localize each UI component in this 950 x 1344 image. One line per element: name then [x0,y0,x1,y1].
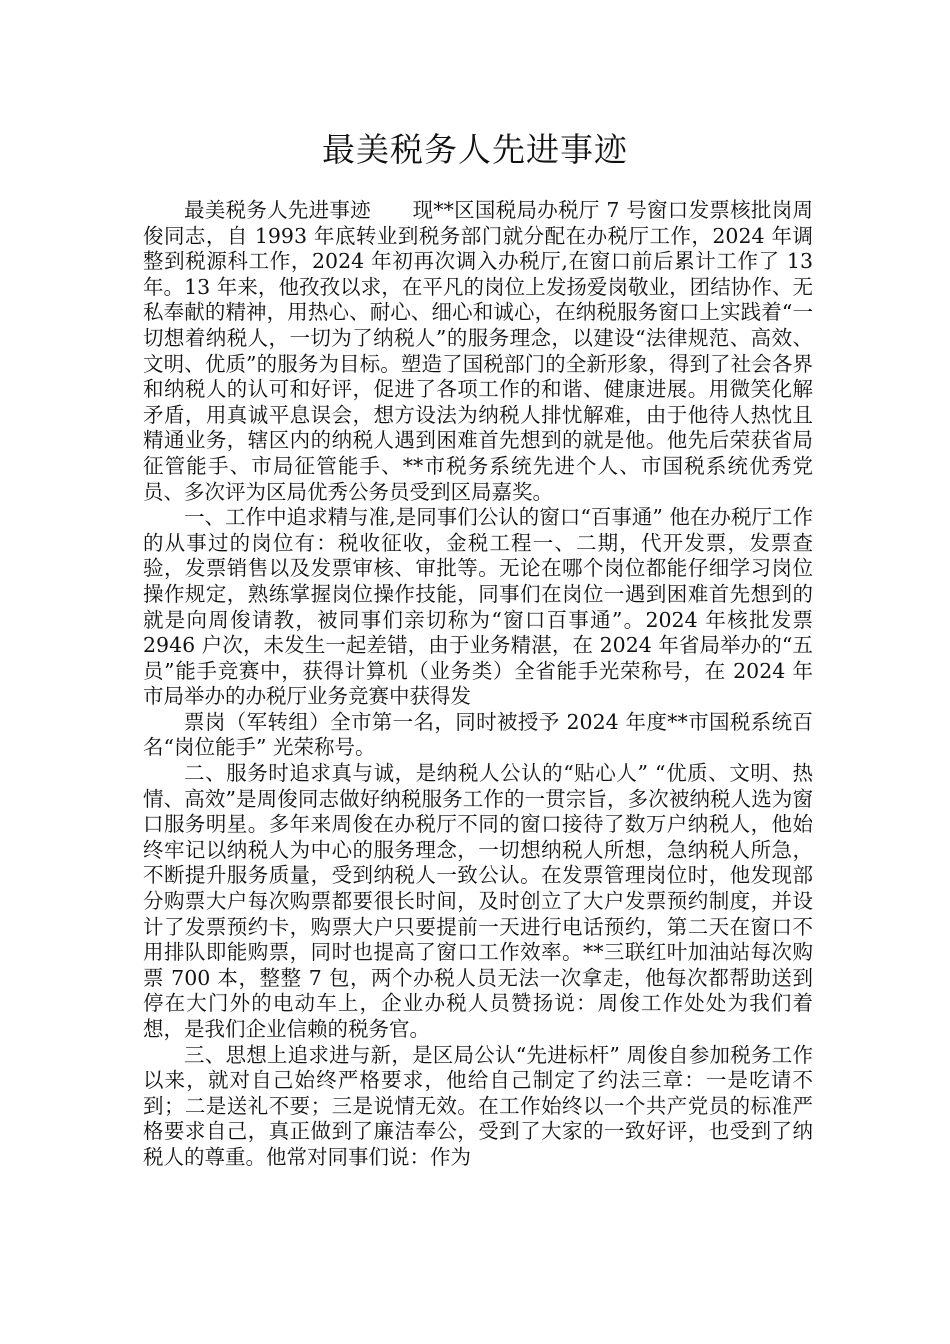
document-title: 最美税务人先进事迹 [322,130,628,169]
section-one-continuation-paragraph: 票岗（军转组）全市第一名，同时被授予 2024 年度**市国税系统百名“岗位能手” 光荣称号。 [143,709,813,760]
document-body [143,198,813,1171]
intro-paragraph: 最美税务人先进事迹 现**区国税局办税厅 7 号窗口发票核批岗周俊同志，自 1993 年底转业到税务部门就分配在办税厅工作，2024 年调整到税源科工作，2024 年初再次调入办税厅,在窗口前后累计工作了 13 年。13 年来，他孜孜以求，在平凡的岗位上发扬爱岗敬业，团结协作、无私奉献的精神，用热心、耐心、细心和诚心，在纳税服务窗口上实践着“一切想着纳税人，一切为了纳税人”的服务理念，以建设“法律规范、高效、文明、优质”的服务为目标。塑造了国税部门的全新形象，得到了社会各界和纳税人的认可和好评，促进了各项工作的和谐、健康进展。用微笑化解矛盾，用真诚平息误会，想方设法为纳税人排忧解难，由于他待人热忱且精通业务，辖区内的纳税人遇到困难首先想到的就是他。他先后荣获省局征管能手、市局征管能手、**市税务系统先进个人、市国税系统优秀党员、多次评为区局优秀公务员受到区局嘉奖。 [143,198,813,504]
section-three-paragraph: 三、思想上追求进与新，是区局公认“先进标杆” 周俊自参加税务工作以来，就对自己始终严格要求，他给自己制定了约法三章：一是吃请不到；二是送礼不要；三是说情无效。在工作始终以一个共产党员的标准严格要求自己，真正做到了廉洁奉公，受到了大家的一致好评，也受到了纳税人的尊重。他常对同事们说：作为 [143,1042,813,1169]
section-one-paragraph: 一、工作中追求精与准,是同事们公认的窗口“百事通” 他在办税厅工作的从事过的岗位有：税收征收，金税工程一、二期，代开发票，发票查验，发票销售以及发票审核、审批等。无论在哪个岗位都能仔细学习岗位操作规定，熟练掌握岗位操作技能，同事们在岗位一遇到困难首先想到的就是向周俊请教，被同事们亲切称为“窗口百事通”。2024 年核批发票 2946 户次，未发生一起差错，由于业务精湛，在 2024 年省局举办的“五员”能手竞赛中，获得计算机（业务类）全省能手光荣称号，在 2024 年市局举办的办税厅业务竞赛中获得发 [143,505,813,709]
section-two-paragraph: 二、服务时追求真与诚，是纳税人公认的“贴心人” “优质、文明、热情、高效”是周俊同志做好纳税服务工作的一贯宗旨，多次被纳税人选为窗口服务明星。多年来周俊在办税厅不同的窗口接待了数万户纳税人，他始终牢记以纳税人为中心的服务理念，一切想纳税人所想，急纳税人所急，不断提升服务质量，受到纳税人一致公认。在发票管理岗位时，他发现部分购票大户每次购票都要很长时间，及时创立了大户发票预约制度，并设计了发票预约卡，购票大户只要提前一天进行电话预约，第二天在窗口不用排队即能购票，同时也提高了窗口工作效率。**三联红叶加油站每次购票 700 本，整整 7 包，两个办税人员无法一次拿走，他每次都帮助送到停在大门外的电动车上，企业办税人员赞扬说：周俊工作处处为我们着想，是我们企业信赖的税务官。 [143,761,813,1041]
